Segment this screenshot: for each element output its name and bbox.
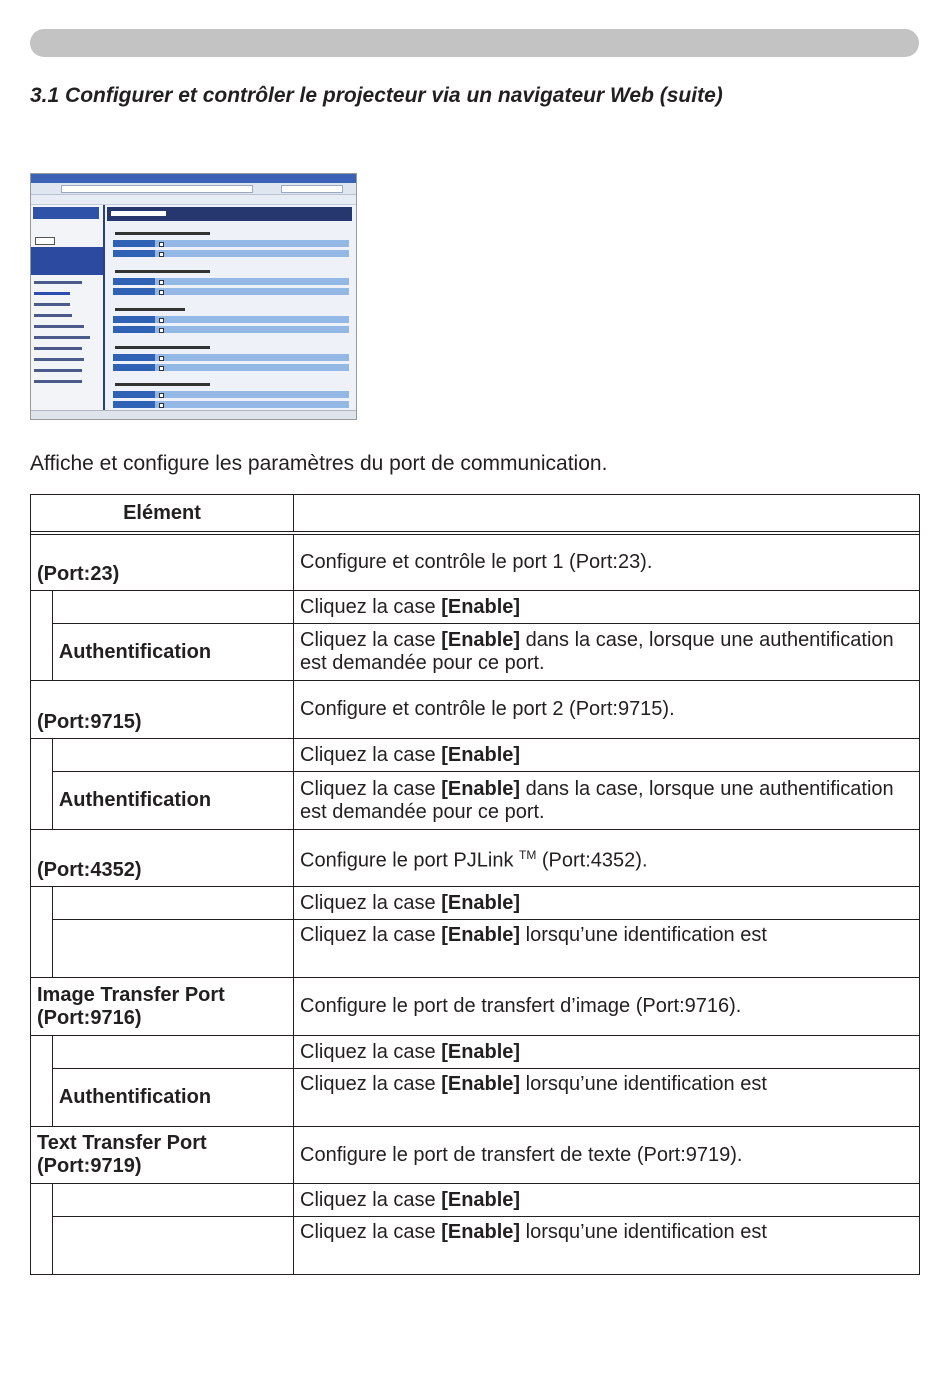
- element-cell: Image Transfer Port (Port:9716): [31, 978, 294, 1036]
- sidebar-link: [34, 336, 90, 339]
- table-row: [31, 624, 920, 681]
- description-cell: Cliquez la case [Enable]: [294, 1184, 920, 1217]
- table-row: [31, 591, 920, 624]
- description-cell: Cliquez la case [Enable] lorsqu’une identification est: [294, 1217, 920, 1275]
- table-row: [31, 681, 920, 739]
- description-cell: Cliquez la case [Enable]: [294, 739, 920, 772]
- table-row: [31, 1069, 920, 1127]
- description-cell: Configure le port PJLink ™ (Port:4352).: [294, 830, 920, 887]
- sidebar-link: [34, 369, 82, 372]
- element-cell: Text Transfer Port (Port:9719): [31, 1127, 294, 1184]
- table-row: [31, 772, 920, 830]
- element-cell: (Port:23): [31, 535, 294, 591]
- element-cell: (Port:4352): [31, 830, 294, 887]
- section-row: [113, 326, 349, 333]
- table-row: [31, 1036, 920, 1069]
- section-label: [115, 270, 210, 273]
- section-row: [113, 391, 349, 398]
- section-label: [115, 308, 185, 311]
- description-cell: Cliquez la case [Enable]: [294, 887, 920, 920]
- sub-element-cell: [52, 591, 293, 624]
- screenshot-sidebar: [31, 205, 105, 410]
- intro-text: Affiche et configure les paramètres du port de communication.: [30, 452, 608, 475]
- sidebar-link: [34, 358, 84, 361]
- table-row: [31, 920, 920, 978]
- section-label: [115, 383, 210, 386]
- page-title: 3.1 Configurer et contrôler le projecteur via un navigateur Web (suite): [30, 84, 723, 107]
- sub-element-cell: Authentification: [52, 772, 293, 830]
- sidebar-link: [34, 281, 82, 284]
- description-cell: Configure le port de transfert d’image (Port:9716).: [294, 978, 920, 1036]
- table-header-row: [31, 495, 920, 532]
- section-label: [115, 346, 210, 349]
- header-element: Elément: [31, 495, 294, 532]
- sidebar-link: [34, 303, 70, 306]
- table-row: [31, 887, 920, 920]
- section-row: [113, 354, 349, 361]
- section-row: [113, 288, 349, 295]
- table-row: [31, 1184, 920, 1217]
- sub-element-cell: [52, 920, 293, 978]
- section-row: [113, 278, 349, 285]
- browser-toolbar: [31, 195, 356, 205]
- panel-header: [107, 207, 352, 221]
- browser-search-field: [281, 185, 343, 193]
- table-row: [31, 1127, 920, 1184]
- section-row: [113, 316, 349, 323]
- port-settings-screenshot: [30, 173, 357, 420]
- description-cell: Cliquez la case [Enable] dans la case, lorsque une authentification est demandée pour ce port.: [294, 624, 920, 681]
- table-row: [31, 978, 920, 1036]
- logout-button: [35, 237, 55, 245]
- description-cell: Cliquez la case [Enable] lorsqu’une identification est: [294, 920, 920, 978]
- sub-element-cell: [52, 887, 293, 920]
- browser-status-bar: [31, 410, 356, 420]
- sidebar-link: [34, 314, 72, 317]
- sidebar-link-active: [34, 292, 70, 295]
- header-bar: [30, 29, 919, 57]
- table-row: [31, 1217, 920, 1275]
- sub-element-cell: [52, 1184, 293, 1217]
- table-row: [31, 739, 920, 772]
- table-row: [31, 830, 920, 887]
- sub-element-cell: [52, 1036, 293, 1069]
- screenshot-main-panel: [107, 205, 352, 410]
- section-row: [113, 250, 349, 257]
- description-cell: Cliquez la case [Enable]: [294, 1036, 920, 1069]
- sidebar-link: [34, 325, 84, 328]
- projector-setup-logo: [33, 207, 99, 219]
- section-row: [113, 401, 349, 408]
- description-cell: Configure et contrôle le port 2 (Port:9715).: [294, 681, 920, 739]
- sub-element-cell: Authentification: [52, 1069, 293, 1127]
- browser-address-bar: [31, 183, 356, 195]
- element-cell: (Port:9715): [31, 681, 294, 739]
- browser-titlebar: [31, 174, 356, 183]
- section-row: [113, 364, 349, 371]
- port-settings-table: [30, 494, 920, 1275]
- sidebar-top-network-info: [31, 247, 103, 275]
- section-label: [115, 232, 210, 235]
- section-row: [113, 240, 349, 247]
- sub-element-cell: [52, 739, 293, 772]
- description-cell: Cliquez la case [Enable] lorsqu’une identification est: [294, 1069, 920, 1127]
- address-field: [61, 185, 253, 193]
- description-cell: Configure et contrôle le port 1 (Port:23).: [294, 535, 920, 591]
- header-description: [294, 495, 920, 532]
- table-row: [31, 535, 920, 591]
- description-cell: Configure le port de transfert de texte (Port:9719).: [294, 1127, 920, 1184]
- sub-element-cell: [52, 1217, 293, 1275]
- sub-element-cell: Authentification: [52, 624, 293, 681]
- sidebar-link: [34, 380, 82, 383]
- description-cell: Cliquez la case [Enable] dans la case, lorsque une authentification est demandée pour ce port.: [294, 772, 920, 830]
- sidebar-link: [34, 347, 82, 350]
- description-cell: Cliquez la case [Enable]: [294, 591, 920, 624]
